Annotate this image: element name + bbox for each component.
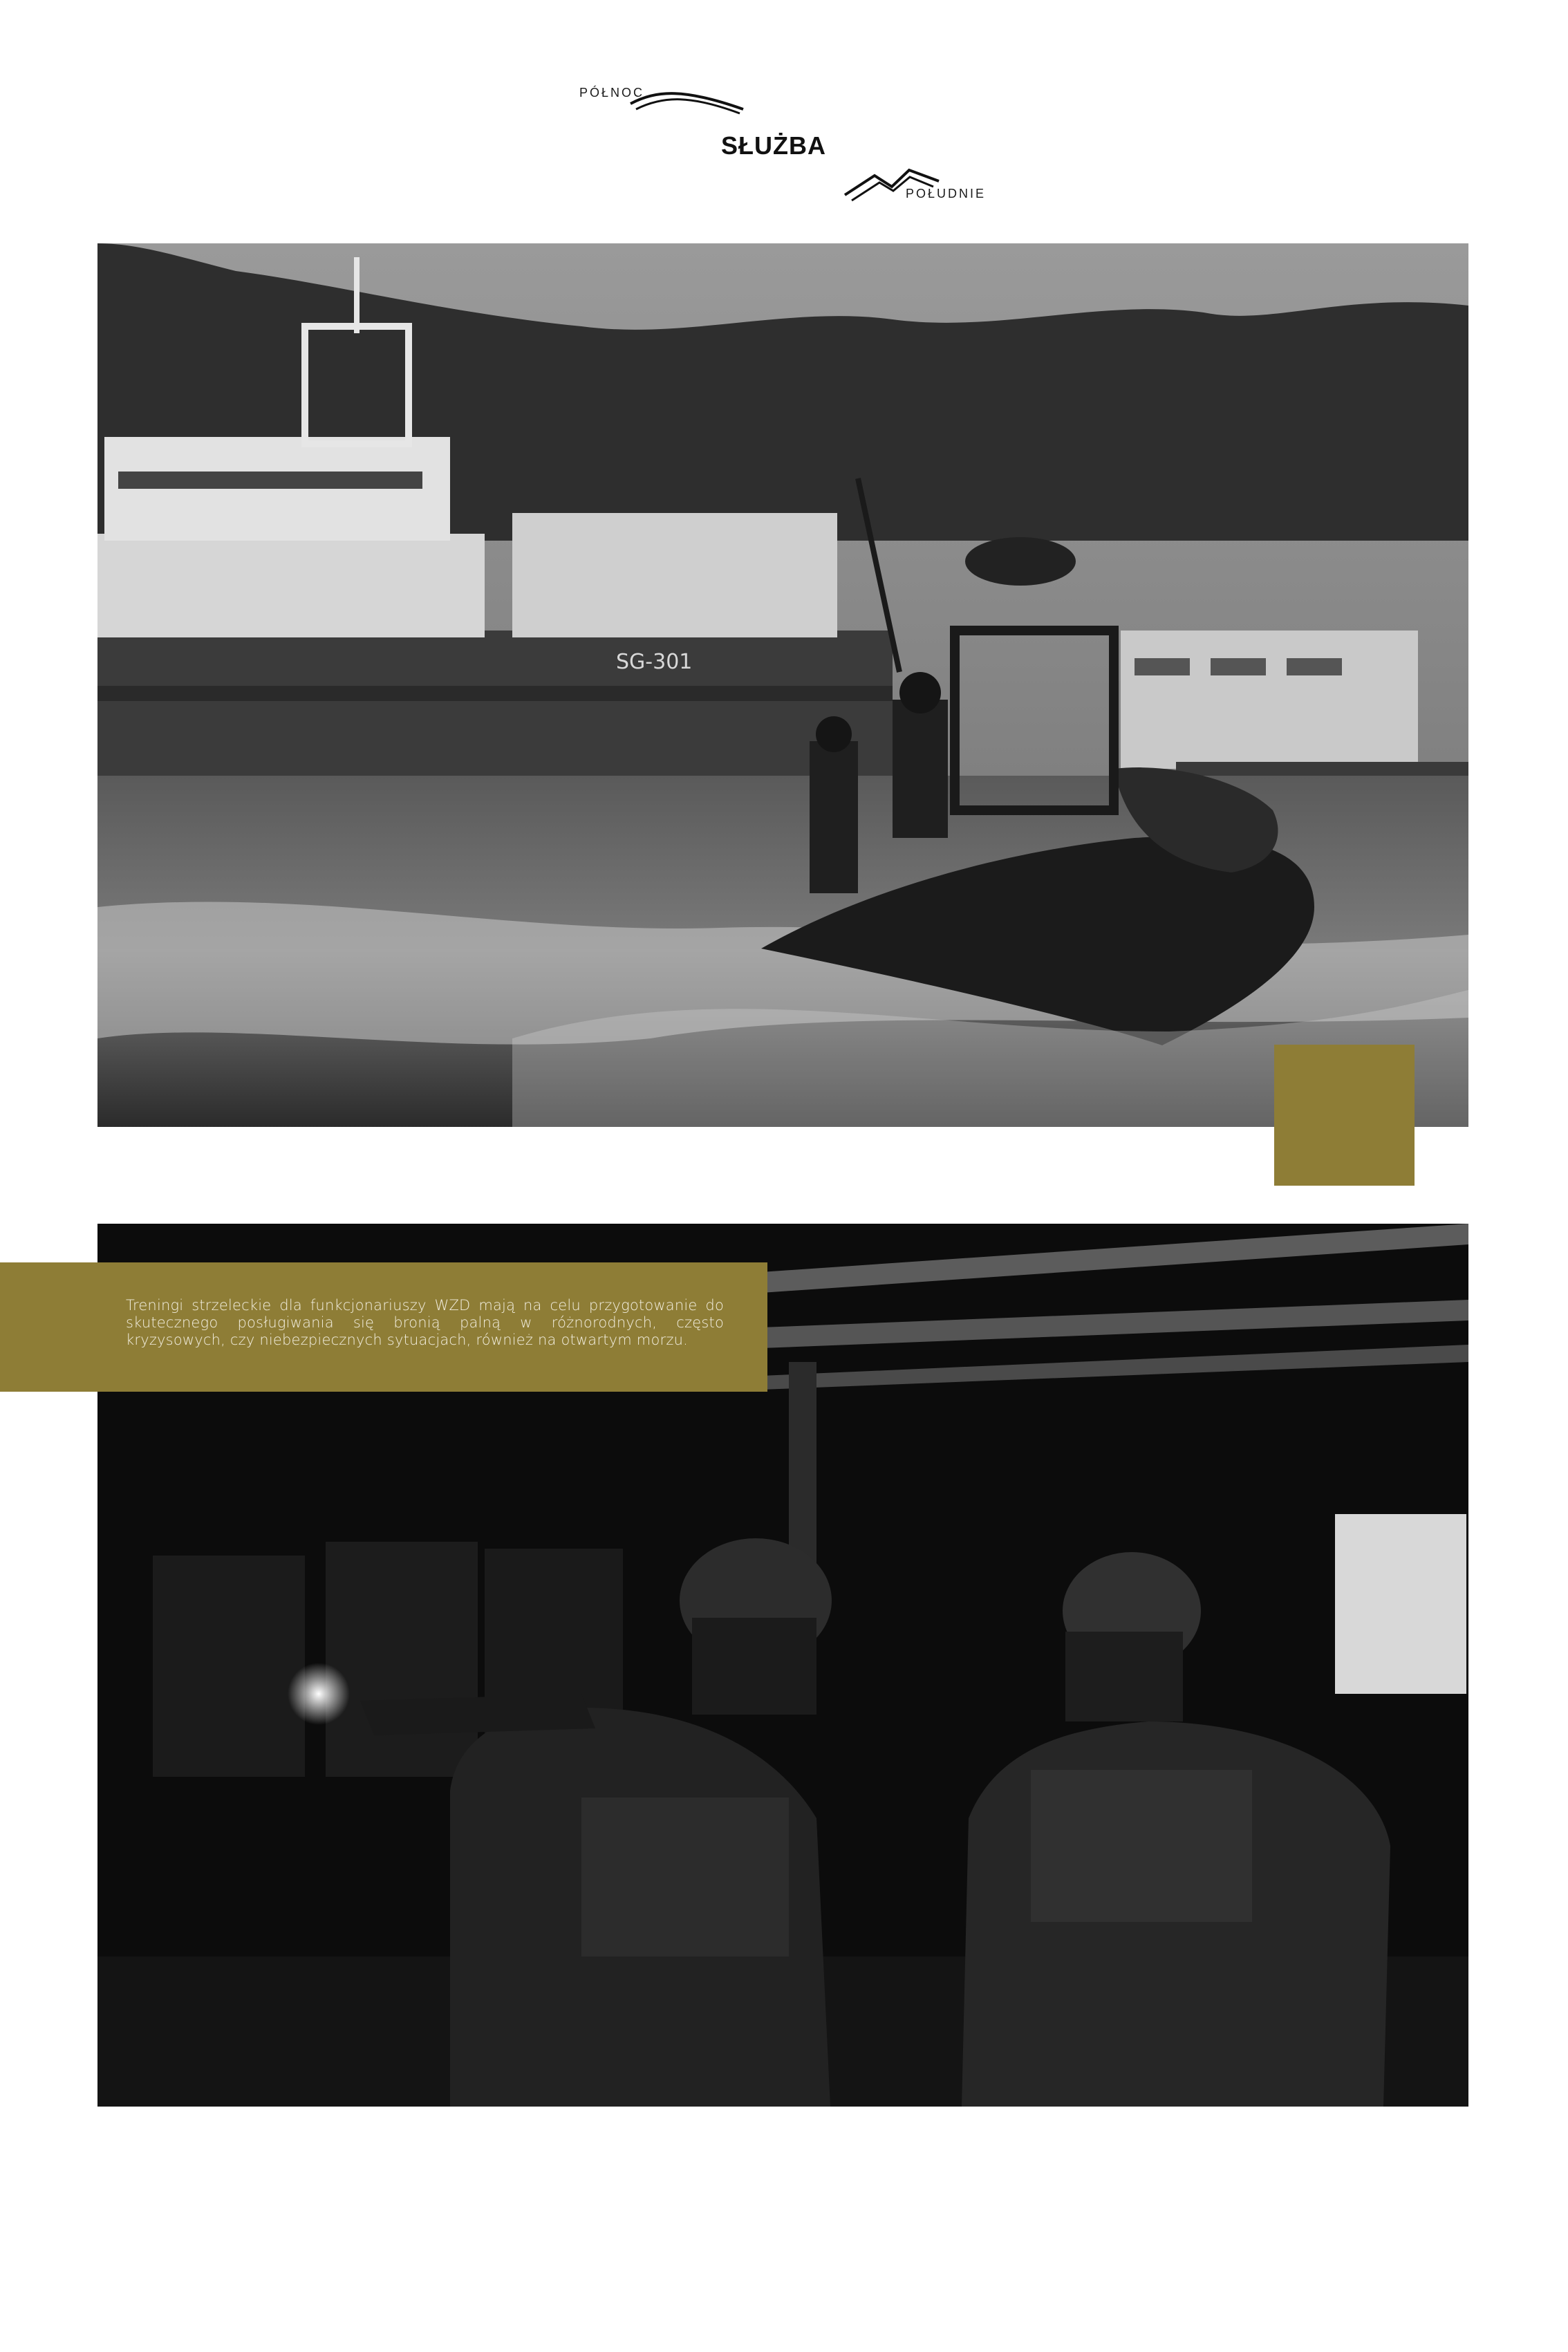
service-logo — [567, 76, 996, 214]
vessel-marking: SG-301 — [616, 650, 693, 674]
logo-south-label: POŁUDNIE — [906, 187, 987, 200]
patrol-boat-photo — [97, 243, 1468, 1127]
logo-title: SŁUŻBA — [721, 131, 826, 160]
wave-icon — [629, 83, 747, 118]
gold-accent-square — [1274, 1045, 1415, 1186]
photo-caption: Treningi strzeleckie dla funkcjonariuszy WZD mają na celu przygotowanie do skutecznego posługiwania się bronią palną w różnorodnych, często kryzysowych, czy niebezpiecznych sytuacjach, również na otwartym morzu. — [126, 1297, 724, 1348]
logo-north-label: PÓŁNOC — [579, 86, 645, 100]
